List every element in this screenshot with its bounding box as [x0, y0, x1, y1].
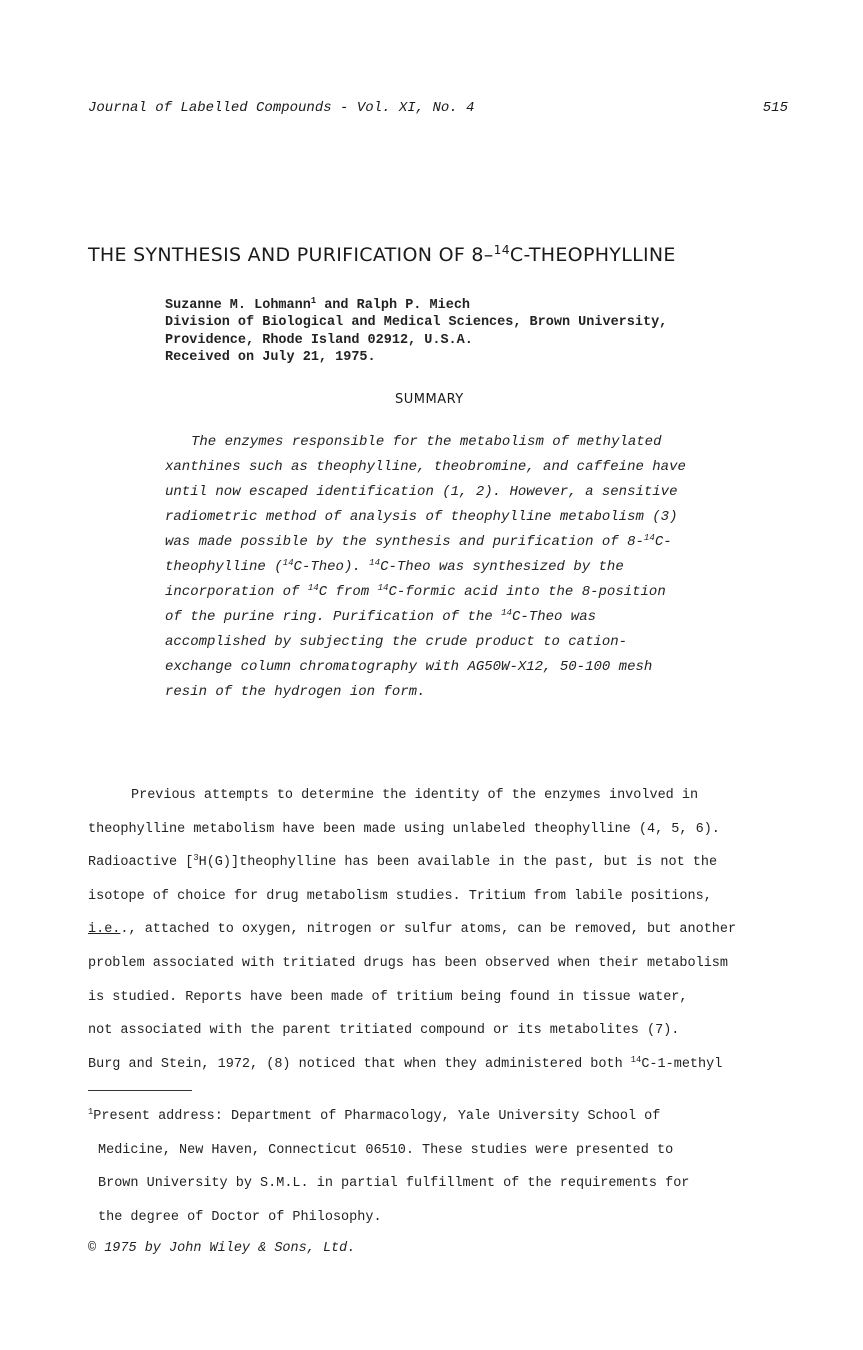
body-line: theophylline metabolism have been made using unlabeled theophylline (4, 5, 6). — [88, 821, 720, 837]
abstract-line — [165, 580, 705, 605]
author-footnote-marker: 1 — [310, 296, 317, 307]
isotope-sup: 14 — [377, 582, 389, 593]
isotope-sup: 14 — [369, 557, 381, 568]
body-text: ., attached to oxygen, nitrogen or sulfur atoms, can be removed, but another — [120, 922, 737, 938]
abstract-line — [165, 530, 705, 555]
body-line — [88, 913, 788, 947]
abstract-text: C-Theo). — [293, 559, 370, 575]
title-suffix: C-THEOPHYLLINE — [509, 244, 676, 266]
abstract-text: C-Theo was synthesized by the — [380, 559, 624, 575]
abstract-line: radiometric method of analysis of theophylline metabolism (3) — [165, 509, 678, 525]
footnote-line: Brown University by S.M.L. in partial fulfillment of the requirements for — [98, 1176, 690, 1192]
body-paragraph — [88, 779, 788, 1081]
abstract-text: C-formic acid into the 8-position — [388, 584, 666, 600]
abstract-line — [165, 605, 705, 630]
isotope-sup: 14 — [307, 582, 319, 593]
body-line: Previous attempts to determine the identity of the enzymes involved in — [131, 788, 699, 803]
body-line: isotope of choice for drug metabolism studies. Tritium from labile positions, — [88, 888, 712, 904]
abstract-text: of the purine ring. Purification of the — [165, 609, 502, 625]
summary-abstract — [165, 430, 705, 705]
author-block — [165, 297, 825, 367]
page-number: 515 — [762, 100, 788, 116]
footnote-text: Present address: Department of Pharmacology, Yale University School of — [93, 1109, 661, 1124]
body-text: H(G)]theophylline has been available in the past, but is not the — [198, 855, 718, 871]
abstract-line: exchange column chromatography with AG50W-X12, 50-100 mesh — [165, 659, 653, 675]
isotope-sup: 14 — [630, 1054, 642, 1065]
abstract-line: until now escaped identification (1, 2). However, a sensitive — [165, 484, 678, 500]
body-line: problem associated with tritiated drugs has been observed when their metabolism — [88, 955, 729, 971]
abstract-text: C- — [654, 534, 672, 550]
abstract-line: The enzymes responsible for the metabolism of methylated — [191, 434, 662, 450]
author-first: Suzanne M. Lohmann — [165, 298, 311, 313]
copyright-notice: © 1975 by John Wiley & Sons, Ltd. — [88, 1241, 356, 1256]
abstract-line: xanthines such as theophylline, theobromine, and caffeine have — [165, 459, 686, 475]
abstract-text: was made possible by the synthesis and purification of 8- — [165, 534, 644, 550]
body-line — [88, 846, 788, 880]
author-second: and Ralph P. Miech — [316, 298, 471, 313]
abstract-text: incorporation of — [165, 584, 308, 600]
footnote — [88, 1100, 788, 1234]
body-text: C-1-methyl — [641, 1056, 723, 1072]
isotope-sup: 14 — [643, 532, 655, 543]
affiliation-line-2: Providence, Rhode Island 02912, U.S.A. — [165, 332, 473, 348]
footnote-line: Medicine, New Haven, Connecticut 06510. These studies were presented to — [98, 1142, 674, 1158]
title-prefix: THE SYNTHESIS AND PURIFICATION OF 8– — [88, 244, 494, 266]
paper-title — [88, 244, 808, 266]
body-text: Burg and Stein, 1972, (8) noticed that when they administered both — [88, 1056, 631, 1072]
body-text: Radioactive [ — [88, 855, 194, 871]
body-line — [88, 1048, 788, 1082]
abstract-line: accomplished by subjecting the crude product to cation- — [165, 634, 628, 650]
footnote-marker: 1 — [88, 1107, 94, 1118]
running-header — [88, 100, 788, 120]
footnote-divider — [88, 1090, 192, 1091]
received-date: Received on July 21, 1975. — [165, 350, 376, 366]
title-isotope-sup: 14 — [493, 243, 510, 258]
journal-citation: Journal of Labelled Compounds - Vol. XI, No. 4 — [88, 100, 475, 116]
abstract-text: C from — [318, 584, 378, 600]
footnote-line: the degree of Doctor of Philosophy. — [98, 1209, 382, 1225]
abstract-text: theophylline ( — [165, 559, 283, 575]
isotope-sup: 3 — [193, 853, 199, 864]
body-line: not associated with the parent tritiated compound or its metabolites (7). — [88, 1023, 680, 1039]
abstract-text: C-Theo was — [511, 609, 596, 625]
affiliation-line-1: Division of Biological and Medical Sciences, Brown University, — [165, 315, 668, 331]
abstract-line: resin of the hydrogen ion form. — [165, 684, 426, 700]
isotope-sup: 14 — [501, 607, 512, 618]
abstract-line — [165, 555, 705, 580]
footnote-line — [88, 1100, 788, 1134]
summary-heading: SUMMARY — [395, 392, 464, 407]
author-names — [165, 297, 825, 314]
isotope-sup: 14 — [282, 557, 294, 568]
underlined-abbrev: i.e. — [88, 922, 121, 938]
body-line: is studied. Reports have been made of tritium being found in tissue water, — [88, 989, 688, 1005]
